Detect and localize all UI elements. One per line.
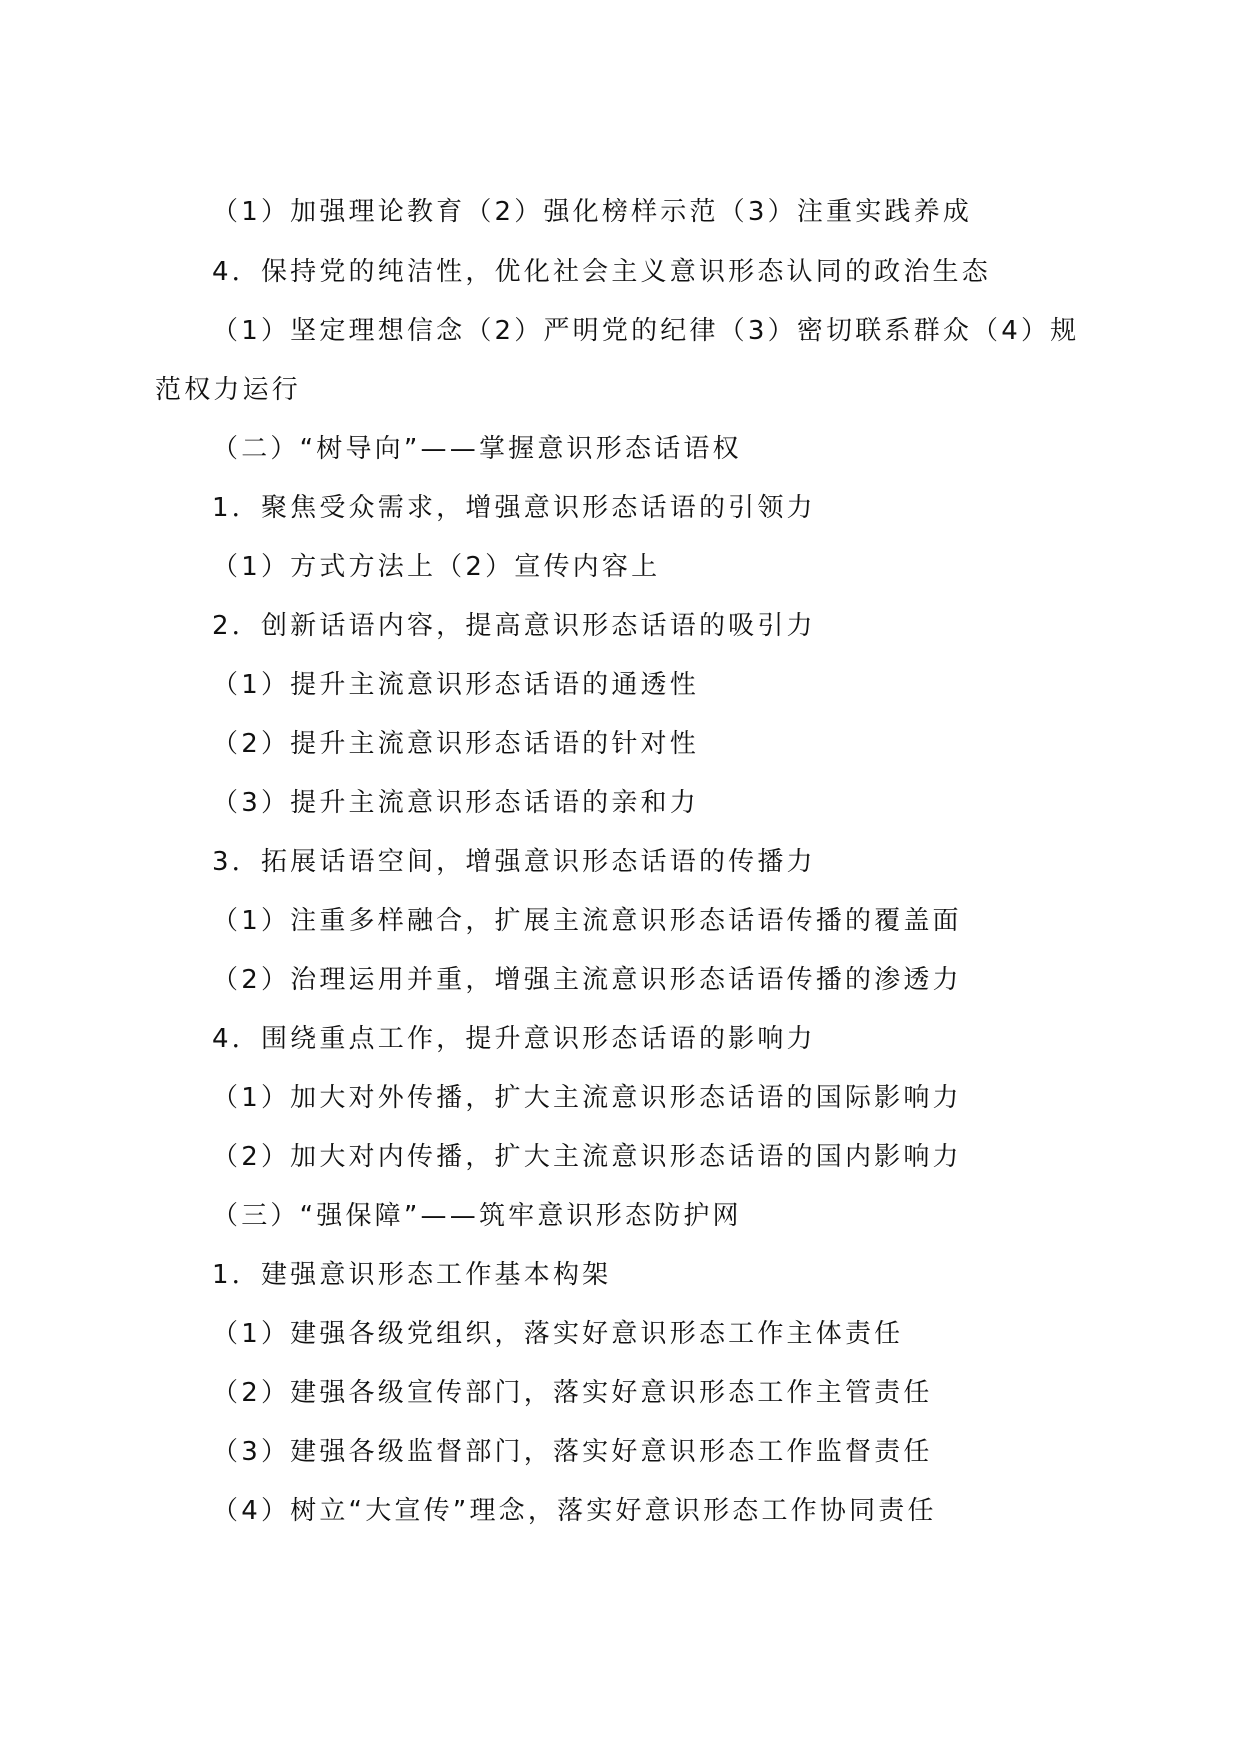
text-line-6: 1．聚焦受众需求，增强意识形态话语的引领力 bbox=[212, 493, 816, 523]
text-line-10: （2）提升主流意识形态话语的针对性 bbox=[212, 729, 699, 759]
text-line-9: （1）提升主流意识形态话语的通透性 bbox=[212, 670, 699, 700]
text-line-15: 4．围绕重点工作，提升意识形态话语的影响力 bbox=[212, 1024, 816, 1054]
text-line-13: （1）注重多样融合，扩展主流意识形态话语传播的覆盖面 bbox=[212, 906, 962, 936]
text-line-8: 2．创新话语内容，提高意识形态话语的吸引力 bbox=[212, 611, 816, 641]
section-heading-2: （二）“树导向”——掌握意识形态话语权 bbox=[212, 434, 742, 464]
text-line-2: 4．保持党的纯洁性，优化社会主义意识形态认同的政治生态 bbox=[212, 257, 991, 287]
text-line-7: （1）方式方法上（2）宣传内容上 bbox=[212, 552, 661, 582]
text-line-20: （1）建强各级党组织，落实好意识形态工作主体责任 bbox=[212, 1319, 904, 1349]
text-line-11: （3）提升主流意识形态话语的亲和力 bbox=[212, 788, 699, 818]
text-line-17: （2）加大对内传播，扩大主流意识形态话语的国内影响力 bbox=[212, 1142, 962, 1172]
text-line-1: （1）加强理论教育（2）强化榜样示范（3）注重实践养成 bbox=[212, 197, 973, 227]
text-line-12: 3．拓展话语空间，增强意识形态话语的传播力 bbox=[212, 847, 816, 877]
text-line-14: （2）治理运用并重，增强主流意识形态话语传播的渗透力 bbox=[212, 965, 962, 995]
text-line-22: （3）建强各级监督部门，落实好意识形态工作监督责任 bbox=[212, 1437, 933, 1467]
text-line-16: （1）加大对外传播，扩大主流意识形态话语的国际影响力 bbox=[212, 1083, 962, 1113]
text-line-21: （2）建强各级宣传部门，落实好意识形态工作主管责任 bbox=[212, 1378, 933, 1408]
text-line-23: （4）树立“大宣传”理念，落实好意识形态工作协同责任 bbox=[212, 1496, 937, 1526]
section-heading-3: （三）“强保障”——筑牢意识形态防护网 bbox=[212, 1201, 742, 1231]
text-line-4: 范权力运行 bbox=[155, 375, 302, 405]
text-line-19: 1．建强意识形态工作基本构架 bbox=[212, 1260, 612, 1290]
text-line-3: （1）坚定理想信念（2）严明党的纪律（3）密切联系群众（4）规 bbox=[212, 316, 1080, 346]
